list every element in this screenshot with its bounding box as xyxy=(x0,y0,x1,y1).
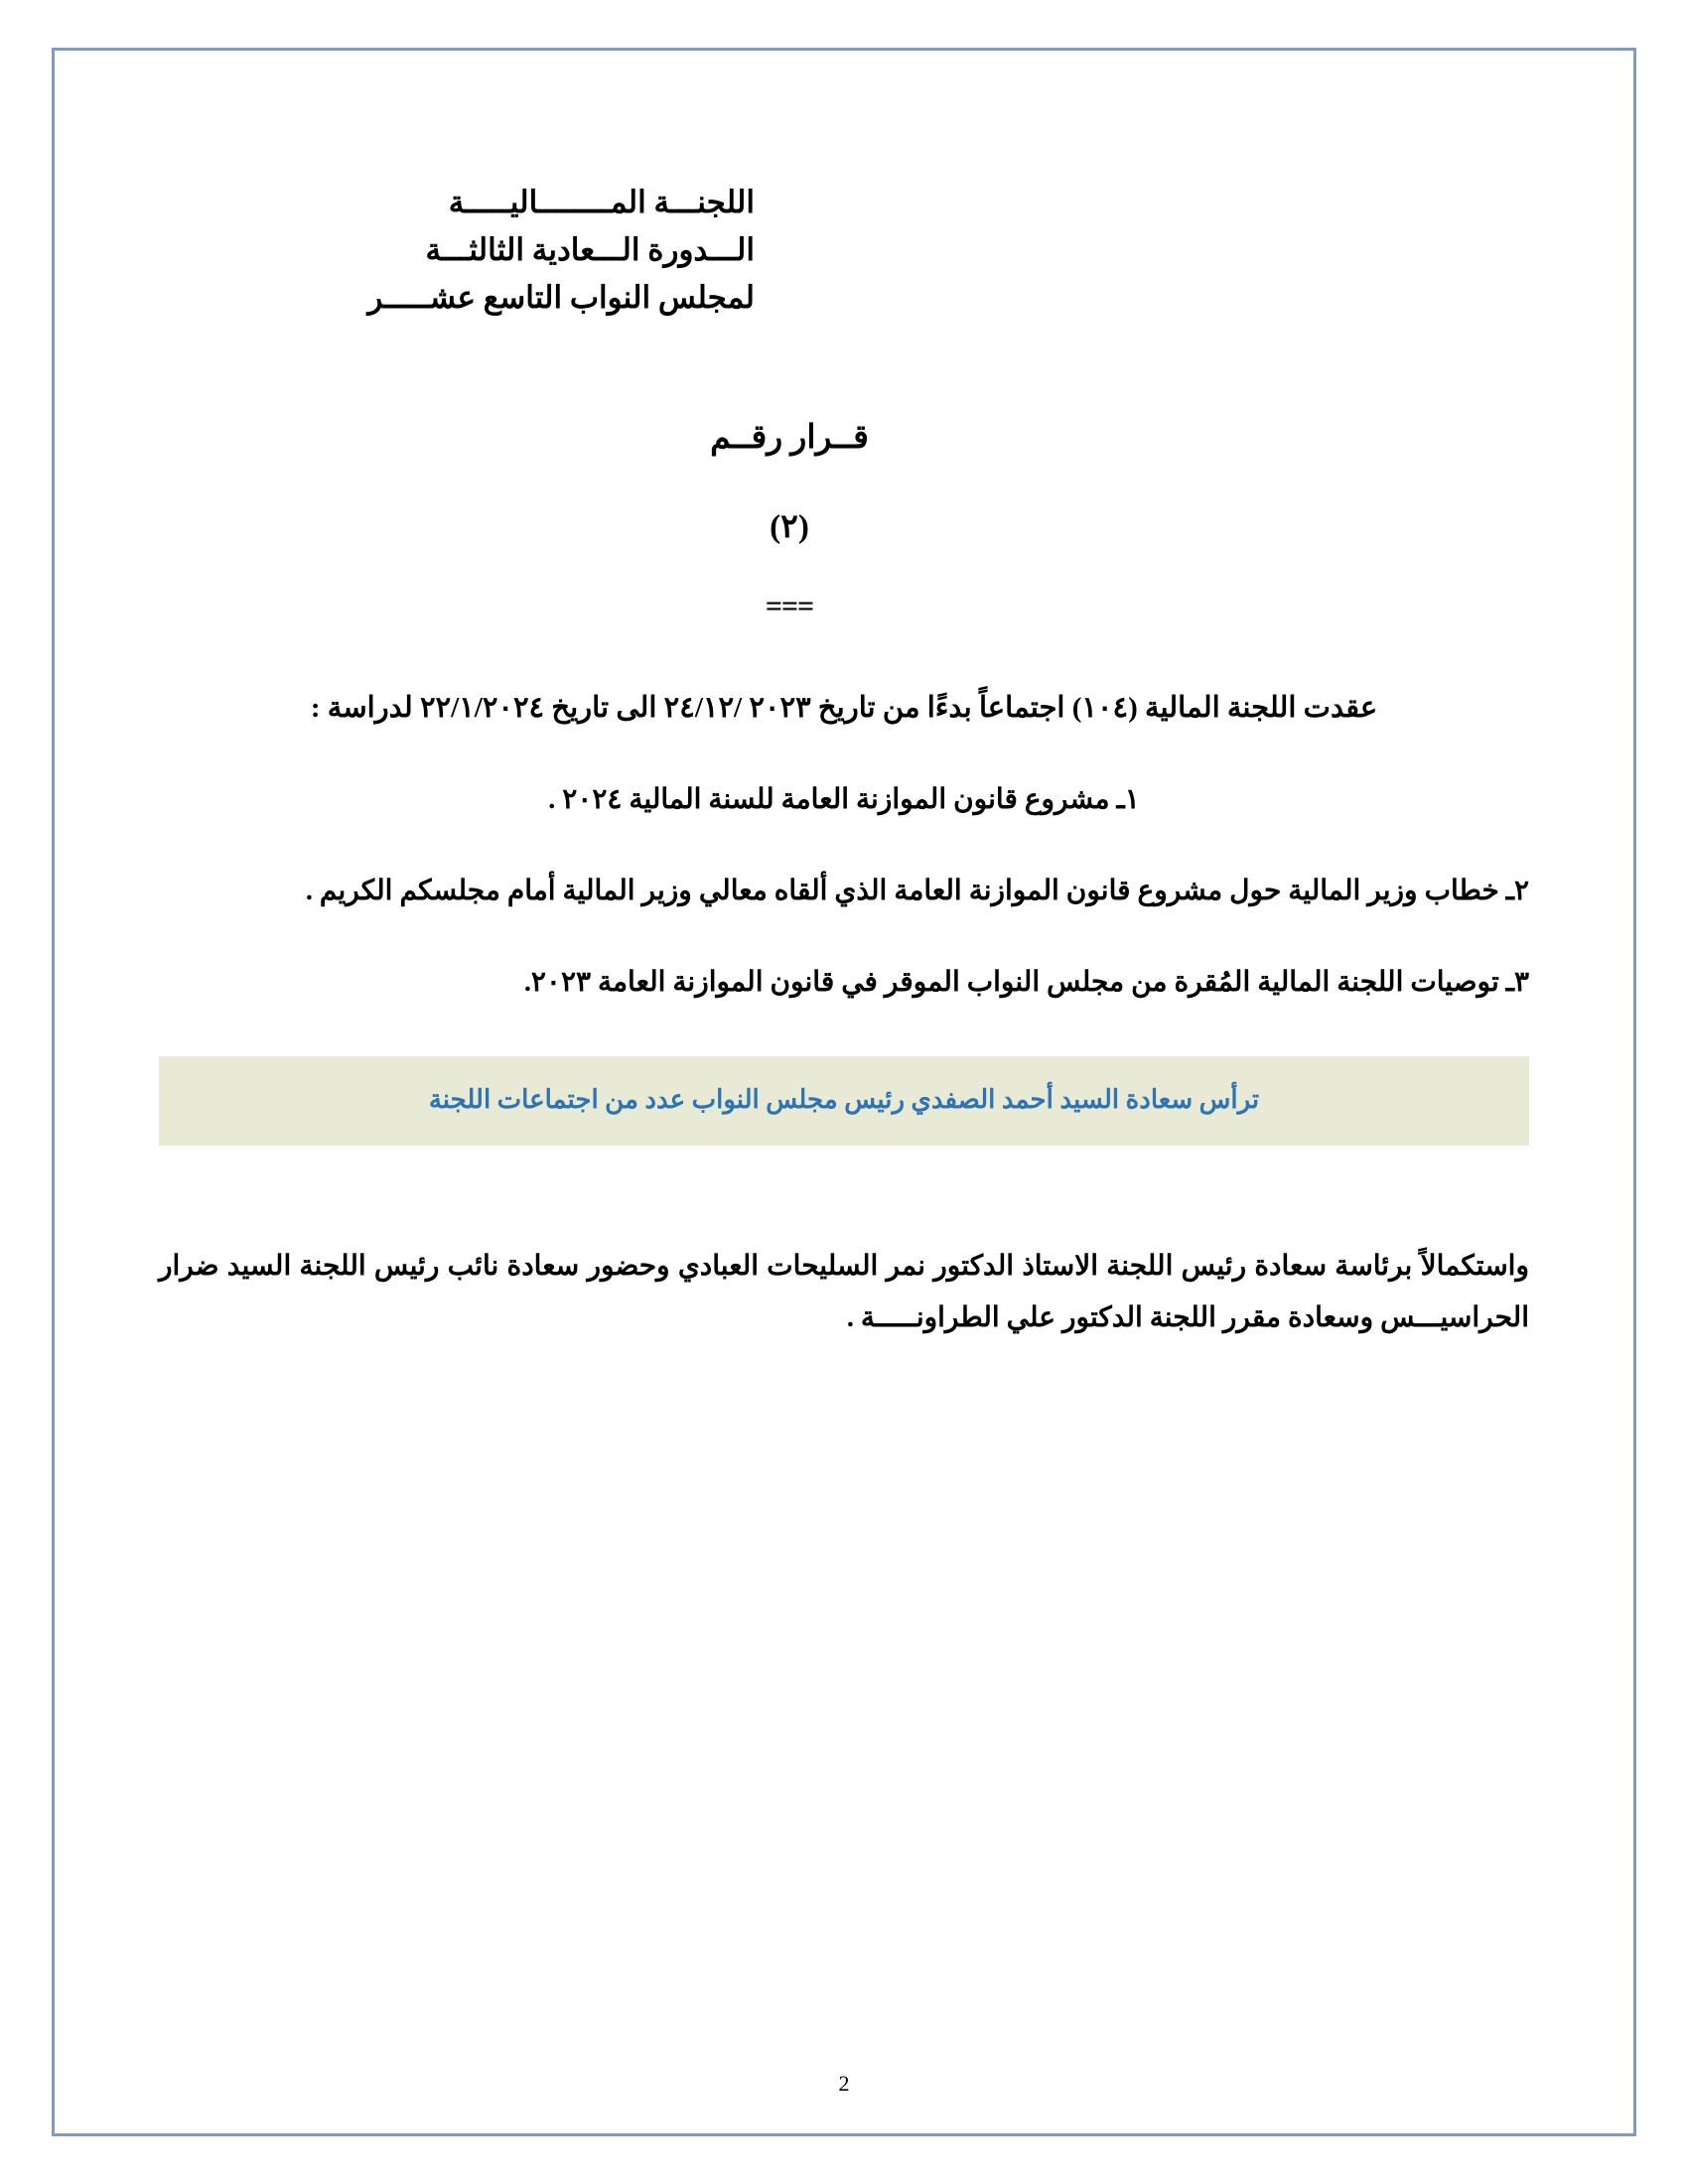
header-line-parliament: لمجلس النواب التاسع عشـــــر xyxy=(367,280,755,316)
divider: === xyxy=(765,590,814,623)
document-content xyxy=(52,48,1636,2136)
header-line-session: الـــدورة الـــعادية الثالثـــة xyxy=(425,232,755,268)
page-number: 2 xyxy=(838,2071,850,2096)
header-line-committee: اللجنـــة المــــــــاليـــــة xyxy=(448,185,755,219)
highlight-text: ترأس سعادة السيد أحمد الصفدي رئيس مجلس النواب عدد من اجتماعات اللجنة xyxy=(428,1085,1260,1115)
decision-number: (٢) xyxy=(770,509,809,546)
list-item: ٣ـ توصيات اللجنة المالية المُقرة من مجلس النواب الموقر في قانون الموازنة العامة ٢٠٢٣. xyxy=(523,967,1529,999)
committee-header xyxy=(159,179,1529,322)
intro-paragraph: عقدت اللجنة المالية (١٠٤) اجتماعاً بدءًا من تاريخ ٢٠٢٣ /٢٤/١٢ الى تاريخ ٢٢/١/٢٠٢٤ لدراسة : xyxy=(310,692,1378,725)
decision-title: قــرار رقــم xyxy=(710,420,869,457)
list-item: ٢ـ خطاب وزير المالية حول مشروع قانون الموازنة العامة الذي ألقاه معالي وزير المالية أمام مجلسكم الكريم . xyxy=(305,876,1529,907)
highlight-box xyxy=(159,1056,1529,1146)
closing-paragraph: واستكمالاً برئاسة سعادة رئيس اللجنة الاستاذ الدكتور نمر السليحات العبادي وحضور سعادة نائب رئيس اللجنة السيد ضرار الحراسيـــس وسعادة مقرر اللجنة الدكتور علي الطراونـــــة . xyxy=(159,1251,1529,1334)
list-item: ١ـ مشروع قانون الموازنة العامة للسنة المالية ٢٠٢٤ . xyxy=(548,784,1140,816)
